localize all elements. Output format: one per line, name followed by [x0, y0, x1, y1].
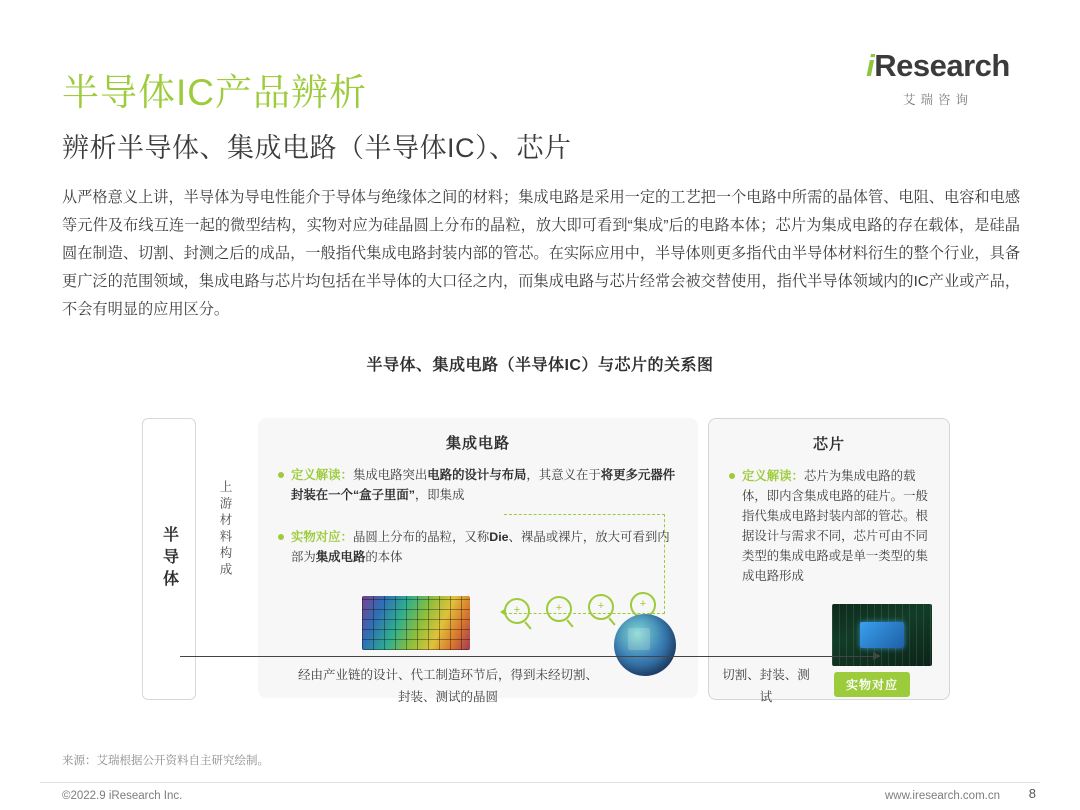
figure-title: 半导体、集成电路（半导体IC）与芯片的关系图	[366, 357, 714, 374]
ic-def-part2: ，其意义在于	[526, 468, 601, 482]
ic-phy-part1: Die	[489, 530, 509, 544]
logo-wordmark	[848, 50, 1028, 81]
relationship-diagram	[120, 418, 970, 728]
ic-def-part0: 集成电路突出	[352, 468, 428, 482]
chip-definition-body: 芯片为集成电路的载体，即内含集成电路的硅片。一般指代集成电路封装内部的管芯。根据设计与需求不同，芯片可由不同类型的集成电路或是单一类型的集成电路形成	[742, 469, 928, 583]
magnifier-icon: +	[504, 598, 530, 624]
iresearch-logo	[848, 50, 1028, 108]
logo-i-letter: i	[866, 48, 875, 83]
upstream-material-label: 上游材料构成	[218, 480, 232, 579]
ic-phy-part0: 晶圆上分布的晶粒，又称	[352, 530, 490, 544]
logo-research-text: Research	[874, 48, 1010, 83]
ic-bullet-definition	[278, 465, 680, 505]
silicon-wafer-icon	[614, 614, 676, 676]
ic-phy-part3: 集成电路	[315, 550, 366, 564]
body-paragraph: 从严格意义上讲，半导体为导电性能介于导体与绝缘体之间的材料；集成电路是采用一定的工艺把一个电路中所需的晶体管、电阻、电容和电感等元件及布线互连一起的微型结构，实物对应为硅晶圆上分布的晶粒，放大即可看到“集成”后的电路本体；芯片为集成电路的存在载体，是硅晶圆在制造、切割、封测之后的成品，一般指代集成电路封装内部的管芯。在实际应用中，半导体则更多指代由半导体材料衍生的整个行业，具备更广泛的范围领域，集成电路与芯片均包括在半导体的大口径之内，而集成电路与芯片经常会被交替使用，指代半导体领域内的IC产业或产品，不会有明显的应用区分。	[62, 189, 1020, 318]
chip-definition-text	[742, 466, 931, 586]
bullet-dot-icon	[278, 534, 284, 540]
semiconductor-box	[142, 418, 196, 700]
ic-phy-part2: 、裸晶或裸片，放大可看到内部为	[291, 530, 670, 564]
chip-heading: 芯片	[812, 436, 845, 453]
page-title: 半导体IC产品辨析	[62, 72, 367, 113]
magnifier-icon: +	[588, 594, 614, 620]
die-grid-photo	[362, 596, 470, 650]
chip-bullet-definition	[729, 466, 931, 586]
semiconductor-label: 半导体	[160, 526, 178, 592]
bullet-dot-icon	[729, 473, 735, 479]
ic-physical-label: 实物对应：	[291, 530, 353, 544]
caption-cut-package-test: 切割、封装、测试	[722, 668, 810, 704]
ic-def-part1: 电路的设计与布局	[427, 468, 527, 482]
physical-correspondence-tag: 实物对应	[834, 672, 910, 697]
ic-definition-label: 定义解读：	[291, 468, 353, 482]
website-url: www.iresearch.com.cn	[884, 790, 1000, 802]
source-note: 来源：艾瑞根据公开资料自主研究绘制。	[62, 755, 269, 767]
ic-definition-text	[291, 465, 680, 505]
logo-chinese-name: 艾瑞咨询	[902, 93, 973, 107]
magnifier-icon: +	[546, 596, 572, 622]
page-number: 8	[1028, 786, 1036, 801]
bullet-dot-icon	[278, 472, 284, 478]
copyright-text: ©2022.9 iResearch Inc.	[62, 790, 183, 802]
process-flow-arrow	[180, 656, 880, 657]
magnifier-icon: +	[630, 592, 656, 618]
footer-divider	[40, 782, 1040, 783]
ic-def-part4: ，即集成	[414, 488, 465, 502]
ic-heading: 集成电路	[445, 435, 510, 452]
caption-industry-chain: 经由产业链的设计、代工制造环节后，得到未经切割、封装、测试的晶圆	[298, 668, 599, 704]
ic-def-part3: 将更多元器件封装在一个“盒子里面”	[291, 468, 676, 502]
chip-definition-label: 定义解读：	[742, 469, 804, 483]
page-subtitle: 辨析半导体、集成电路（半导体IC）、芯片	[62, 133, 572, 163]
ic-phy-part4: 的本体	[365, 550, 403, 564]
